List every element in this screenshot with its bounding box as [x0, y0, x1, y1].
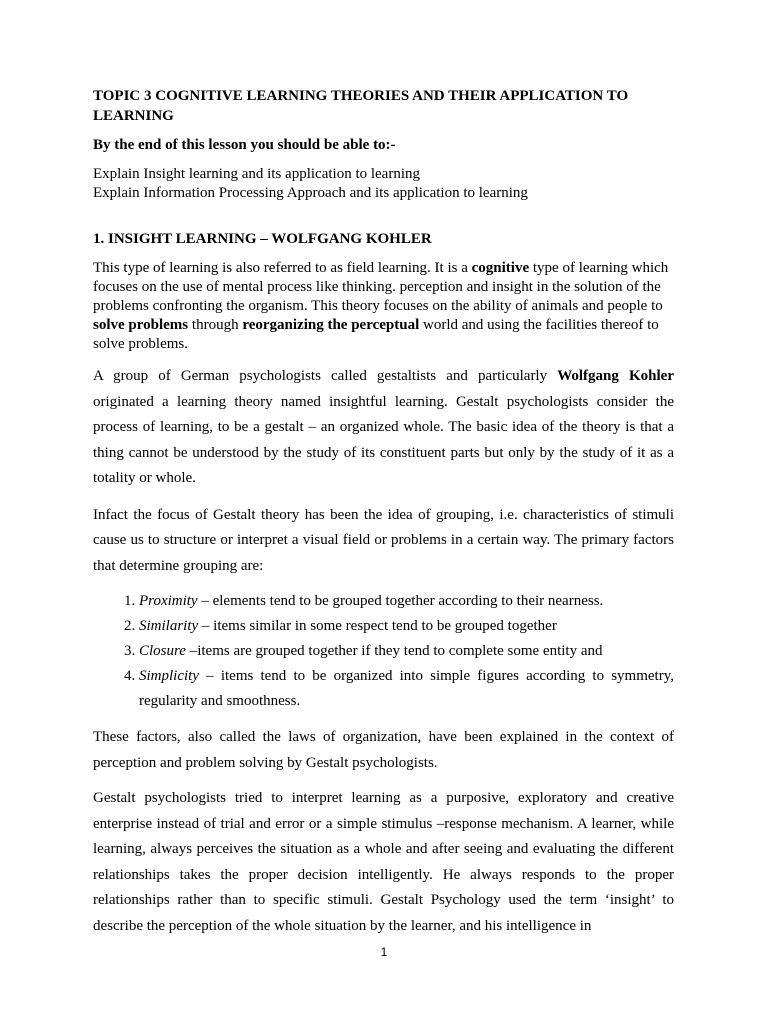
objectives-heading: By the end of this lesson you should be able to:-: [93, 137, 396, 153]
paragraph-purposive-learning: Gestalt psychologists tried to interpret learning as a purposive, exploratory and creative enterprise instead of trial and error or a simple stimulus –response mechanism. A learner, while learning, always perceives the situation as a whole and after seeing and evaluating the different relationships takes the proper decision intelligently. He always responds to the proper relationships rather than to specific stimuli. Gestalt Psychology used the term ‘insight’ to describe the perception of the whole situation by the learner, and his intelligence in: [93, 790, 674, 934]
paragraph-laws-of-organization: These factors, also called the laws of organization, have been explained in the context of perception and problem solving by Gestalt psychologists.: [93, 729, 674, 771]
bold-term: solve problems: [93, 317, 189, 333]
paragraph-text: A group of German psychologists called gestaltists and particularly: [93, 368, 558, 384]
paragraph-text: This type of learning is also referred to as field learning. It is a: [93, 260, 472, 276]
paragraph-text: through: [188, 317, 243, 333]
paragraph-gestaltists: [93, 364, 674, 492]
grouping-factors-list: [93, 589, 674, 714]
document-title: TOPIC 3 COGNITIVE LEARNING THEORIES AND THEIR APPLICATION TO LEARNING: [93, 88, 629, 124]
factor-term: Proximity: [139, 593, 198, 609]
list-item: [139, 589, 674, 614]
factor-text: – items tend to be organized into simple figures according to symmetry, regularity and smoothness.: [139, 668, 674, 709]
objectives-list: [93, 165, 674, 203]
factor-text: – items similar in some respect tend to be grouped together: [198, 618, 557, 634]
list-item: [139, 639, 674, 664]
factor-text: –items are grouped together if they tend to complete some entity and: [185, 643, 603, 659]
paragraph-text: originated a learning theory named insightful learning. Gestalt psychologists consider the process of learning, to be a gestalt – an organized whole. The basic idea of the theory is that a thing cannot be understood by the study of its constituent parts but only by the study of it as a totality or whole.: [93, 393, 674, 486]
paragraph-text: type of learning which focuses on the use of mental process like thinking. perception and insight in the solution of the problems confronting the organism. This theory focuses on the ability of animals and people to: [93, 260, 669, 314]
paragraph-field-learning: [93, 259, 674, 354]
list-item: [139, 614, 674, 639]
objective-item: Explain Insight learning and its application to learning: [93, 166, 421, 182]
bold-term: cognitive: [471, 260, 530, 276]
paragraph-text: world and using the facilities thereof to solve problems.: [93, 317, 659, 352]
section-heading: 1. INSIGHT LEARNING – WOLFGANG KOHLER: [93, 231, 432, 247]
factor-term: Closure: [139, 643, 186, 659]
bold-term: reorganizing the perceptual: [242, 317, 420, 333]
bold-term: Wolfgang Kohler: [557, 368, 674, 384]
paragraph-grouping: Infact the focus of Gestalt theory has been the idea of grouping, i.e. characteristics of stimuli cause us to structure or interpret a visual field or problems in a certain way. The primary factors that determine grouping are:: [93, 506, 674, 574]
page-content: [93, 86, 674, 939]
factor-term: Similarity: [139, 618, 199, 634]
list-item: [139, 664, 674, 714]
objective-item: Explain Information Processing Approach and its application to learning: [93, 185, 528, 201]
factor-term: Simplicity: [139, 668, 199, 684]
page-number: 1: [380, 945, 388, 959]
factor-text: – elements tend to be grouped together according to their nearness.: [197, 593, 604, 609]
